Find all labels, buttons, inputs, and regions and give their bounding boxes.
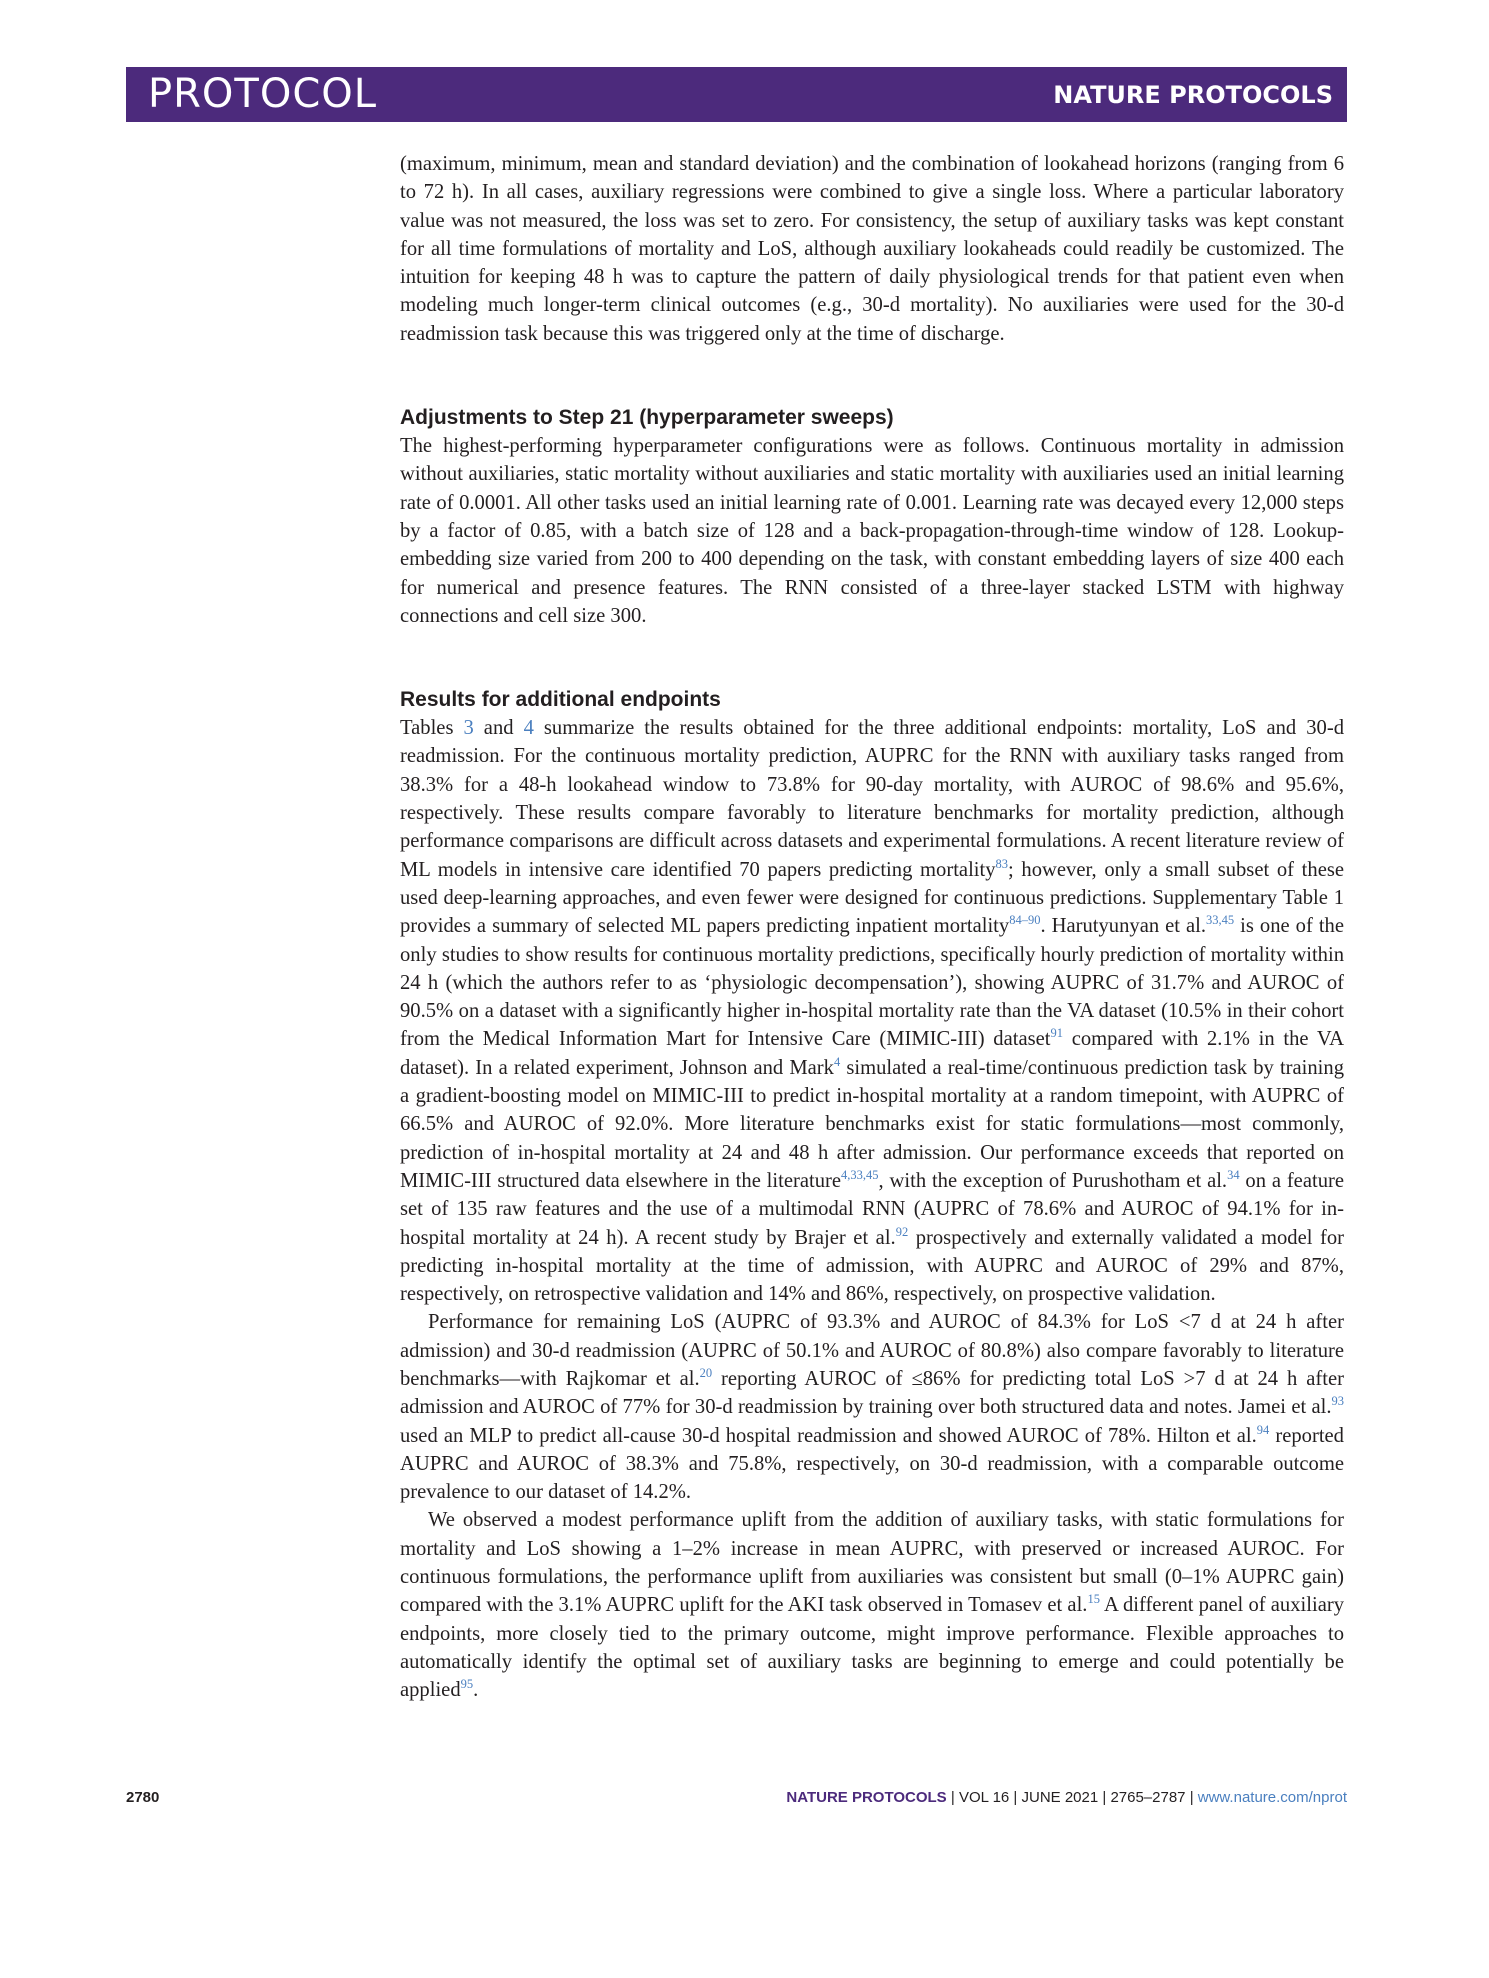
page-number: 2780 [126, 1789, 160, 1806]
citation-link[interactable]: 93 [1331, 1394, 1344, 1409]
citation-link[interactable]: 4,33,45 [841, 1168, 879, 1183]
citation-link[interactable]: 84–90 [1009, 913, 1041, 928]
citation-link[interactable]: 34 [1227, 1168, 1240, 1183]
citation-link[interactable]: 91 [1050, 1026, 1063, 1041]
journal-citation: NATURE PROTOCOLS | VOL 16 | JUNE 2021 | 2765–2787 | www.nature.com/nprot [786, 1789, 1347, 1806]
paragraph: We observed a modest performance uplift from the addition of auxiliary tasks, with static formulations for mortality and LoS showing a 1–2% increase in mean AUPRC, with preserved or increased AUROC. For continuous formulations, the performance uplift from auxiliaries was consistent but small (0–1% AUPRC gain) compared with the 3.1% AUPRC uplift for the AKI task observed in Tomasev et al.$^{15}$ A different panel of auxiliary endpoints, more closely tied to the primary outcome, might improve performance. Flexible approaches to automatically identify the optimal set of auxiliary tasks are beginning to emerge and could potentially be applied$^{95}$. [400, 1509, 1344, 1702]
volume: VOL 16 [958, 1789, 1010, 1806]
section-heading: Results for additional endpoints [400, 688, 721, 712]
page-footer [126, 1789, 1347, 1813]
journal-url-link[interactable]: www.nature.com/nprot [1197, 1789, 1347, 1806]
page-header [126, 67, 1347, 122]
journal-name: NATURE PROTOCOLS [786, 1789, 947, 1806]
citation-link[interactable]: 83 [995, 856, 1009, 871]
paragraph: Tables 3 and 4 summarize the results obtained for the three additional endpoints: mortality, LoS and 30-d readmission. For the continuous mortality prediction, AUPRC for the RNN with auxiliary tasks ranged from 38.3% for a 48-h lookahead window to 73.8% for 90-day mortality, with AUROC of 98.6% and 95.6%, respectively. These results compare favorably to literature benchmarks for mortality prediction, although performance comparisons are difficult across datasets and experimental formulations. A recent literature review of ML models in intensive care identified 70 papers predicting mortality$^{83}$; however, only a small subset of these used deep-learning approaches, and even fewer were designed for continuous predictions. Supplementary Table 1 provides a summary of selected ML papers predicting inpatient mortality$^{84-90}$. Harutyunyan et al.$^{33,45}$ is one of the only studies to show results for continuous mortality predictions, specifically hourly prediction of mortality within 24 h (which the authors refer to as ‘physiologic decompensation’), showing AUPRC of 31.7% and AUROC of 90.5% on a dataset with a significantly higher in-hospital mortality rate than the VA dataset (10.5% in their cohort from the Medical Information Mart for Intensive Care (MIMIC-III) dataset$^{91}$ compared with 2.1% in the VA dataset). In a related experiment, Johnson and Mark$^4$ simulated a real-time/continuous prediction task by training a gradient-boosting model on MIMIC-III to predict in-hospital mortality at a random timepoint, with AUPRC of 66.5% and AUROC of 92.0%. More literature benchmarks exist for static formulations—most commonly, prediction of in-hospital mortality at 24 and 48 h after admission. Our performance exceeds that reported on MIMIC-III structured data elsewhere in the literature$^{4,33,45}$, with the exception of Purushotham et al.$^{34}$ on a feature set of 135 raw features and the use of a multimodal RNN (AUPRC of 78.6% and AUROC of 94.1% for in-hospital mortality at 24 h). A recent study by Brajer et al.$^{92}$ prospectively and externally validated a model for predicting in-hospital mortality at the time of admission, with AUPRC and AUROC of 29% and 87%, respectively, on retrospective validation and 14% and 86%, respectively, on prospective validation. [400, 717, 1345, 1306]
page-range: 2765–2787 [1110, 1789, 1186, 1806]
article-body [400, 150, 1344, 1705]
citation-link[interactable]: 20 [699, 1366, 713, 1381]
section-heading: Adjustments to Step 21 (hyperparameter sweeps) [400, 406, 894, 430]
paragraph: The highest-performing hyperparameter configurations were as follows. Continuous mortality in admission without auxiliaries, static mortality without auxiliaries and static mortality with auxiliaries used an initial learning rate of 0.0001. All other tasks used an initial learning rate of 0.001. Learning rate was decayed every 12,000 steps by a factor of 0.85, with a batch size of 128 and a back-propagation-through-time window of 128. Lookup-embedding size varied from 200 to 400 depending on the task, with constant embedding layers of size 400 each for numerical and presence features. The RNN consisted of a three-layer stacked LSTM with highway connections and cell size 300. [400, 435, 1344, 627]
section-label: PROTOCOL [148, 71, 378, 117]
paragraph: (maximum, minimum, mean and standard deviation) and the combination of lookahead horizons (ranging from 6 to 72 h). In all cases, auxiliary regressions were combined to give a single loss. Where a particular laboratory value was not measured, the loss was set to zero. For consistency, the setup of auxiliary tasks was kept constant for all time formulations of mortality and LoS, although auxiliary lookaheads could readily be customized. The intuition for keeping 48 h was to capture the pattern of daily physiological trends for that patient even when modeling much longer-term clinical outcomes (e.g., 30-d mortality). No auxiliaries were used for the 30-d readmission task because this was triggered only at the time of discharge. [400, 153, 1344, 345]
table-link[interactable]: 4 [523, 717, 534, 740]
citation-link[interactable]: 92 [895, 1224, 909, 1239]
issue-date: JUNE 2021 [1021, 1789, 1099, 1806]
journal-label: NATURE PROTOCOLS [1053, 81, 1333, 109]
citation-link[interactable]: 4 [833, 1054, 841, 1069]
citation-link[interactable]: 15 [1087, 1592, 1100, 1607]
paragraph: Performance for remaining LoS (AUPRC of 93.3% and AUROC of 84.3% for LoS <7 d at 24 h after admission) and 30-d readmission (AUPRC of 50.1% and AUROC of 80.8%) also compare favorably to literature benchmarks—with Rajkomar et al.$^{20}$ reporting AUROC of ≤86% for predicting total LoS >7 d at 24 h after admission and AUROC of 77% for 30-d readmission by training over both structured data and notes. Jamei et al.$^{93}$ used an MLP to predict all-cause 30-d hospital readmission and showed AUROC of 78%. Hilton et al.$^{94}$ reported AUPRC and AUROC of 38.3% and 75.8%, respectively, on 30-d readmission, with a comparable outcome prevalence to our dataset of 14.2%. [400, 1311, 1344, 1504]
citation-link[interactable]: 94 [1256, 1422, 1270, 1437]
citation-link[interactable]: 33,45 [1206, 913, 1235, 928]
table-link[interactable]: 3 [463, 717, 474, 740]
citation-link[interactable]: 95 [460, 1677, 474, 1692]
